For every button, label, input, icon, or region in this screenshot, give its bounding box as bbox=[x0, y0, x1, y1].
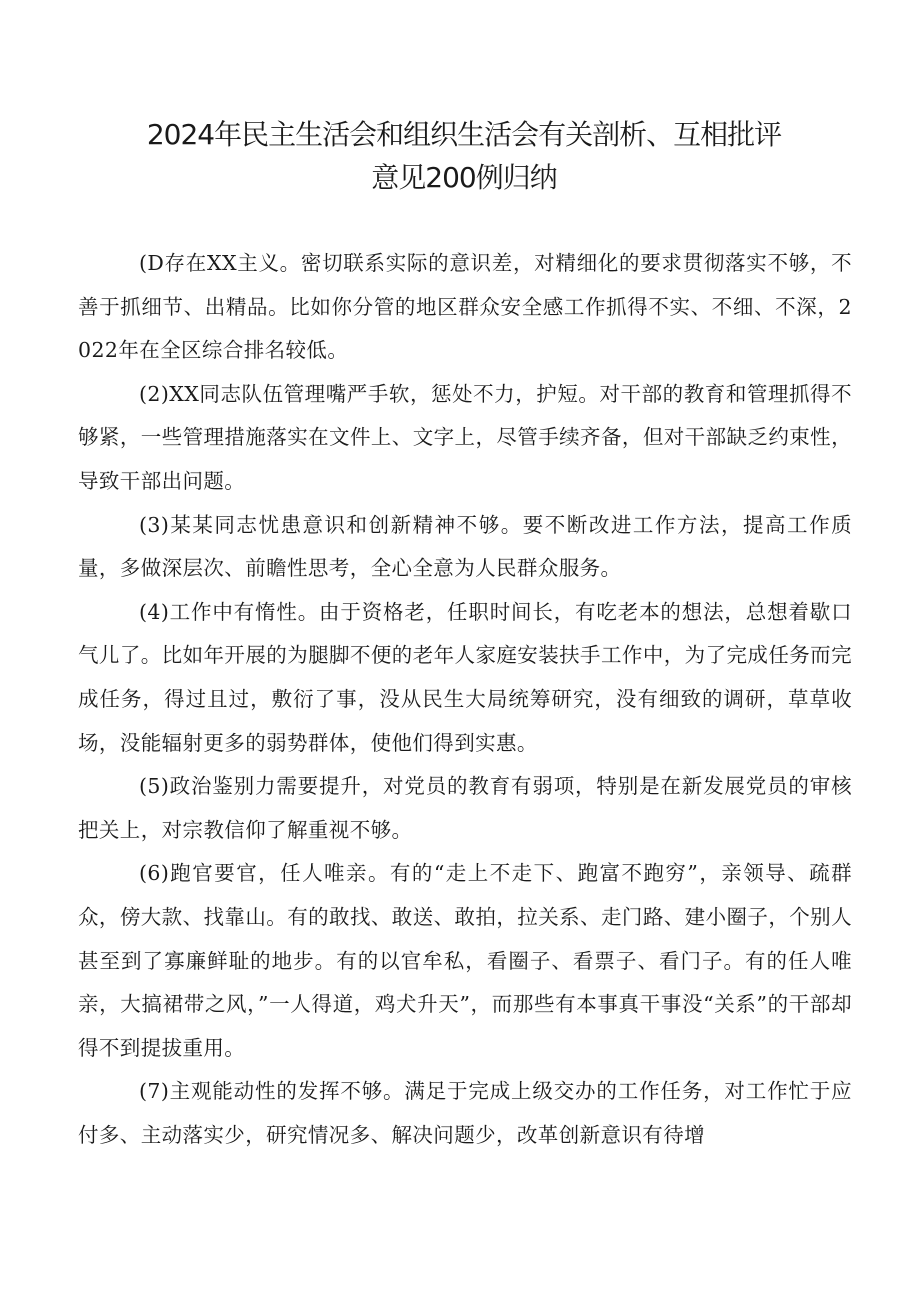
title-line-2: 意见200例归纳 bbox=[371, 161, 557, 194]
paragraph-6: (6)跑官要官，任人唯亲。有的“走上不走下、跑富不跑穷”，亲领导、疏群众，傍大款、找靠山。有的敢找、敢送、敢拍，拉关系、走门路、建小圈子，个别人甚至到了寡廉鲜耻的地步。有的以官牟私，看圈子、看票子、看门子。有的任人唯亲，大搞裙带之风，”一人得道，鸡犬升天”，而那些有本事真干事没“关系”的干部却得不到提拔重用。 bbox=[78, 861, 852, 1060]
document-title bbox=[78, 113, 850, 199]
paragraph-3: (3)某某同志忧患意识和创新精神不够。要不断改进工作方法，提高工作质量，多做深层次、前瞻性思考，全心全意为人民群众服务。 bbox=[78, 512, 852, 581]
paragraph-1: (D存在XX主义。密切联系实际的意识差，对精细化的要求贯彻落实不够，不善于抓细节、出精品。比如你分管的地区群众安全感工作抓得不实、不细、不深，2022年在全区综合排名较低。 bbox=[78, 251, 852, 363]
paragraph-4: (4)工作中有惰性。由于资格老，任职时间长，有吃老本的想法，总想着歇口气儿了。比如年开展的为腿脚不便的老年人家庭安装扶手工作中，为了完成任务而完成任务，得过且过，敷衍了事，没从民生大局统筹研究，没有细致的调研，草草收场，没能辐射更多的弱势群体，使他们得到实惠。 bbox=[78, 599, 852, 755]
paragraph-5: (5)政治鉴别力需要提升，对党员的教育有弱项，特别是在新发展党员的审核把关上，对宗教信仰了解重视不够。 bbox=[78, 774, 852, 842]
document-body bbox=[78, 242, 852, 1157]
paragraph-2: (2)XX同志队伍管理嘴严手软，惩处不力，护短。对干部的教育和管理抓得不够紧，一些管理措施落实在文件上、文字上，尽管手续齐备，但对干部缺乏约束性，导致干部出问题。 bbox=[78, 381, 852, 493]
title-line-1: 2024年民主生活会和组织生活会有关剖析、互相批评 bbox=[146, 118, 782, 151]
paragraph-7: (7)主观能动性的发挥不够。满足于完成上级交办的工作任务，对工作忙于应付多、主动落实少，研究情况多、解决问题少，改革创新意识有待增 bbox=[78, 1079, 852, 1147]
